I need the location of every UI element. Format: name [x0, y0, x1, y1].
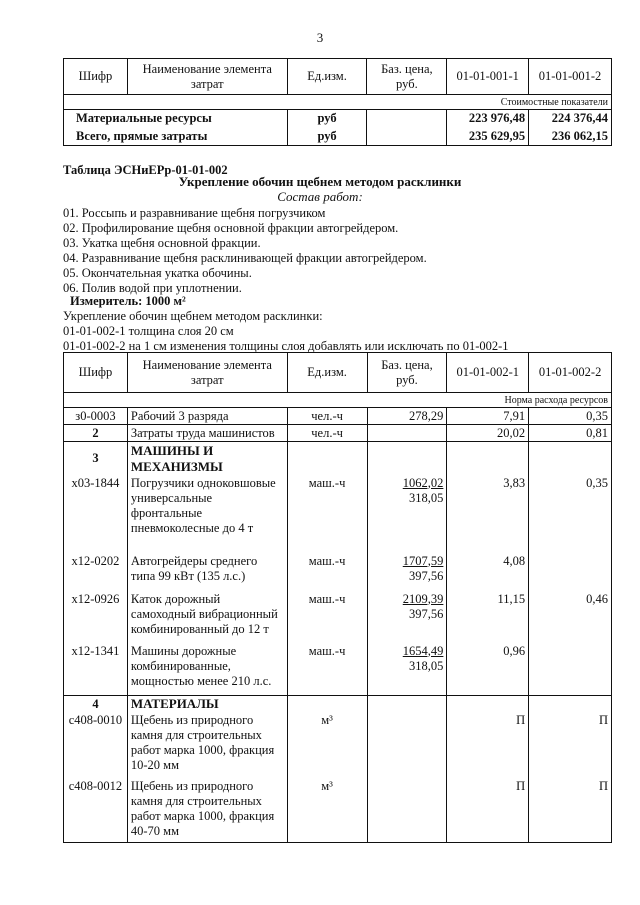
empty-cell: [529, 696, 612, 713]
row-code: х03-1844: [64, 476, 128, 554]
empty-cell: [447, 442, 529, 476]
work-heading: Состав работ:: [277, 189, 363, 204]
work-item: 01. Россыпь и разравнивание щебня погрузчиком: [63, 206, 326, 220]
empty-cell: [367, 442, 447, 476]
row-price: [367, 592, 447, 644]
section-number: 3: [64, 442, 128, 476]
price-line-2: 397,56: [409, 568, 444, 583]
row-price: [367, 644, 447, 696]
row-price: [367, 779, 447, 843]
work-item: 03. Укатка щебня основной фракции.: [63, 236, 261, 250]
col-price-header: Баз. цена, руб.: [367, 353, 447, 393]
col-v1-header: 01-01-002-1: [447, 353, 529, 393]
row-name: Каток дорожный самоходный вибрационный комбинированный до 12 т: [127, 592, 287, 644]
row-price: 278,29: [367, 408, 447, 425]
row-v2: [529, 644, 612, 696]
meter: Измеритель: 1000 м²: [70, 294, 186, 308]
row-unit: маш.-ч: [287, 592, 367, 644]
col-name-header: Наименование элемента затрат: [127, 353, 287, 393]
work-item: 02. Профилирование щебня основной фракции автогрейдером.: [63, 221, 399, 235]
resource-table: [63, 352, 612, 843]
col-name-header: Наименование элемента затрат: [127, 59, 287, 95]
page-number: 3: [316, 30, 324, 45]
empty-cell: [287, 696, 367, 713]
row-name: Автогрейдеры среднего типа 99 кВт (135 л.с.): [127, 554, 287, 592]
price-line-1: 1062,02: [402, 475, 444, 490]
col-code-header: Шифр: [64, 59, 128, 95]
desc-line: 01-01-002-2 на 1 см изменения толщины слоя добавлять или исключать по 01-002-1: [63, 339, 509, 353]
row-v2: [529, 554, 612, 592]
row-name: Рабочий 3 разряда: [127, 408, 287, 425]
row-v1: 235 629,95: [447, 128, 529, 146]
col-v2-header: 01-01-002-2: [529, 353, 612, 393]
row-code: 2: [64, 425, 128, 442]
row-v1: 11,15: [447, 592, 529, 644]
work-list: [63, 206, 427, 296]
row-v2: П: [529, 779, 612, 843]
row-v1: 7,91: [447, 408, 529, 425]
col-v2-header: 01-01-001-2: [529, 59, 612, 95]
row-name: Машины дорожные комбинированные, мощностью менее 210 л.с.: [127, 644, 287, 696]
row-v1: П: [447, 713, 529, 779]
row-code: х12-0202: [64, 554, 128, 592]
row-name: Погрузчики одноковшовые универсальные фронтальные пневмоколесные до 4 т: [127, 476, 287, 554]
empty-cell: [529, 442, 612, 476]
row-price: [367, 425, 447, 442]
price-line-1: 1654,49: [402, 643, 444, 658]
row-unit: руб: [287, 128, 367, 146]
row-unit: маш.-ч: [287, 476, 367, 554]
row-unit: м³: [287, 779, 367, 843]
desc-line: 01-01-002-1 толщина слоя 20 см: [63, 324, 234, 338]
col-price-header: Баз. цена, руб.: [367, 59, 447, 95]
price-line-2: 318,05: [409, 658, 444, 673]
row-v2: 0,35: [529, 408, 612, 425]
col-unit-header: Ед.изм.: [287, 59, 367, 95]
row-code: с408-0010: [64, 713, 128, 779]
table-subheader: Норма расхода ресурсов: [64, 393, 612, 408]
row-v1: 20,02: [447, 425, 529, 442]
cost-table: [63, 58, 612, 146]
section-title: МАТЕРИАЛЫ: [127, 696, 287, 713]
work-item: 04. Разравнивание щебня расклинивающей фракции автогрейдером.: [63, 251, 427, 265]
work-item: 06. Полив водой при уплотнении.: [63, 281, 242, 295]
empty-cell: [447, 696, 529, 713]
row-v2: 0,46: [529, 592, 612, 644]
price-line-1: 2109,39: [402, 591, 444, 606]
row-code: х12-1341: [64, 644, 128, 696]
description: [63, 309, 509, 354]
row-name: Всего, прямые затраты: [64, 128, 288, 146]
row-v2: 224 376,44: [529, 110, 612, 128]
row-name: Щебень из природного камня для строительных работ марка 1000, фракция 10-20 мм: [127, 713, 287, 779]
work-item: 05. Окончательная укатка обочины.: [63, 266, 252, 280]
row-code: с408-0012: [64, 779, 128, 843]
row-unit: руб: [287, 110, 367, 128]
section-title: МАШИНЫ И МЕХАНИЗМЫ: [127, 442, 287, 476]
row-v1: 223 976,48: [447, 110, 529, 128]
row-price: [367, 110, 447, 128]
row-v2: П: [529, 713, 612, 779]
row-v2: 236 062,15: [529, 128, 612, 146]
row-unit: чел.-ч: [287, 408, 367, 425]
table-subheader: Стоимостные показатели: [64, 95, 612, 110]
row-unit: маш.-ч: [287, 644, 367, 696]
row-code: х12-0926: [64, 592, 128, 644]
row-unit: маш.-ч: [287, 554, 367, 592]
row-code: з0-0003: [64, 408, 128, 425]
table-title: Таблица ЭСНиЕРр-01-01-002: [63, 163, 228, 177]
price-line-2: 397,56: [409, 606, 444, 621]
row-v2: 0,35: [529, 476, 612, 554]
section-number: 4: [64, 696, 128, 713]
row-v1: 4,08: [447, 554, 529, 592]
row-v1: 3,83: [447, 476, 529, 554]
row-v1: П: [447, 779, 529, 843]
empty-cell: [367, 696, 447, 713]
row-price: [367, 713, 447, 779]
row-v1: 0,96: [447, 644, 529, 696]
row-price: [367, 476, 447, 554]
row-name: Щебень из природного камня для строительных работ марка 1000, фракция 40-70 мм: [127, 779, 287, 843]
row-price: [367, 554, 447, 592]
row-name: Затраты труда машинистов: [127, 425, 287, 442]
price-line-1: 1707,59: [402, 553, 444, 568]
row-unit: м³: [287, 713, 367, 779]
empty-cell: [287, 442, 367, 476]
row-unit: чел.-ч: [287, 425, 367, 442]
table-subtitle: Укрепление обочин щебнем методом расклинки: [178, 174, 462, 189]
price-line-2: 318,05: [409, 490, 444, 505]
row-name: Материальные ресурсы: [64, 110, 288, 128]
desc-line: Укрепление обочин щебнем методом расклинки:: [63, 309, 323, 323]
col-code-header: Шифр: [64, 353, 128, 393]
row-v2: 0,81: [529, 425, 612, 442]
col-v1-header: 01-01-001-1: [447, 59, 529, 95]
col-unit-header: Ед.изм.: [287, 353, 367, 393]
row-price: [367, 128, 447, 146]
